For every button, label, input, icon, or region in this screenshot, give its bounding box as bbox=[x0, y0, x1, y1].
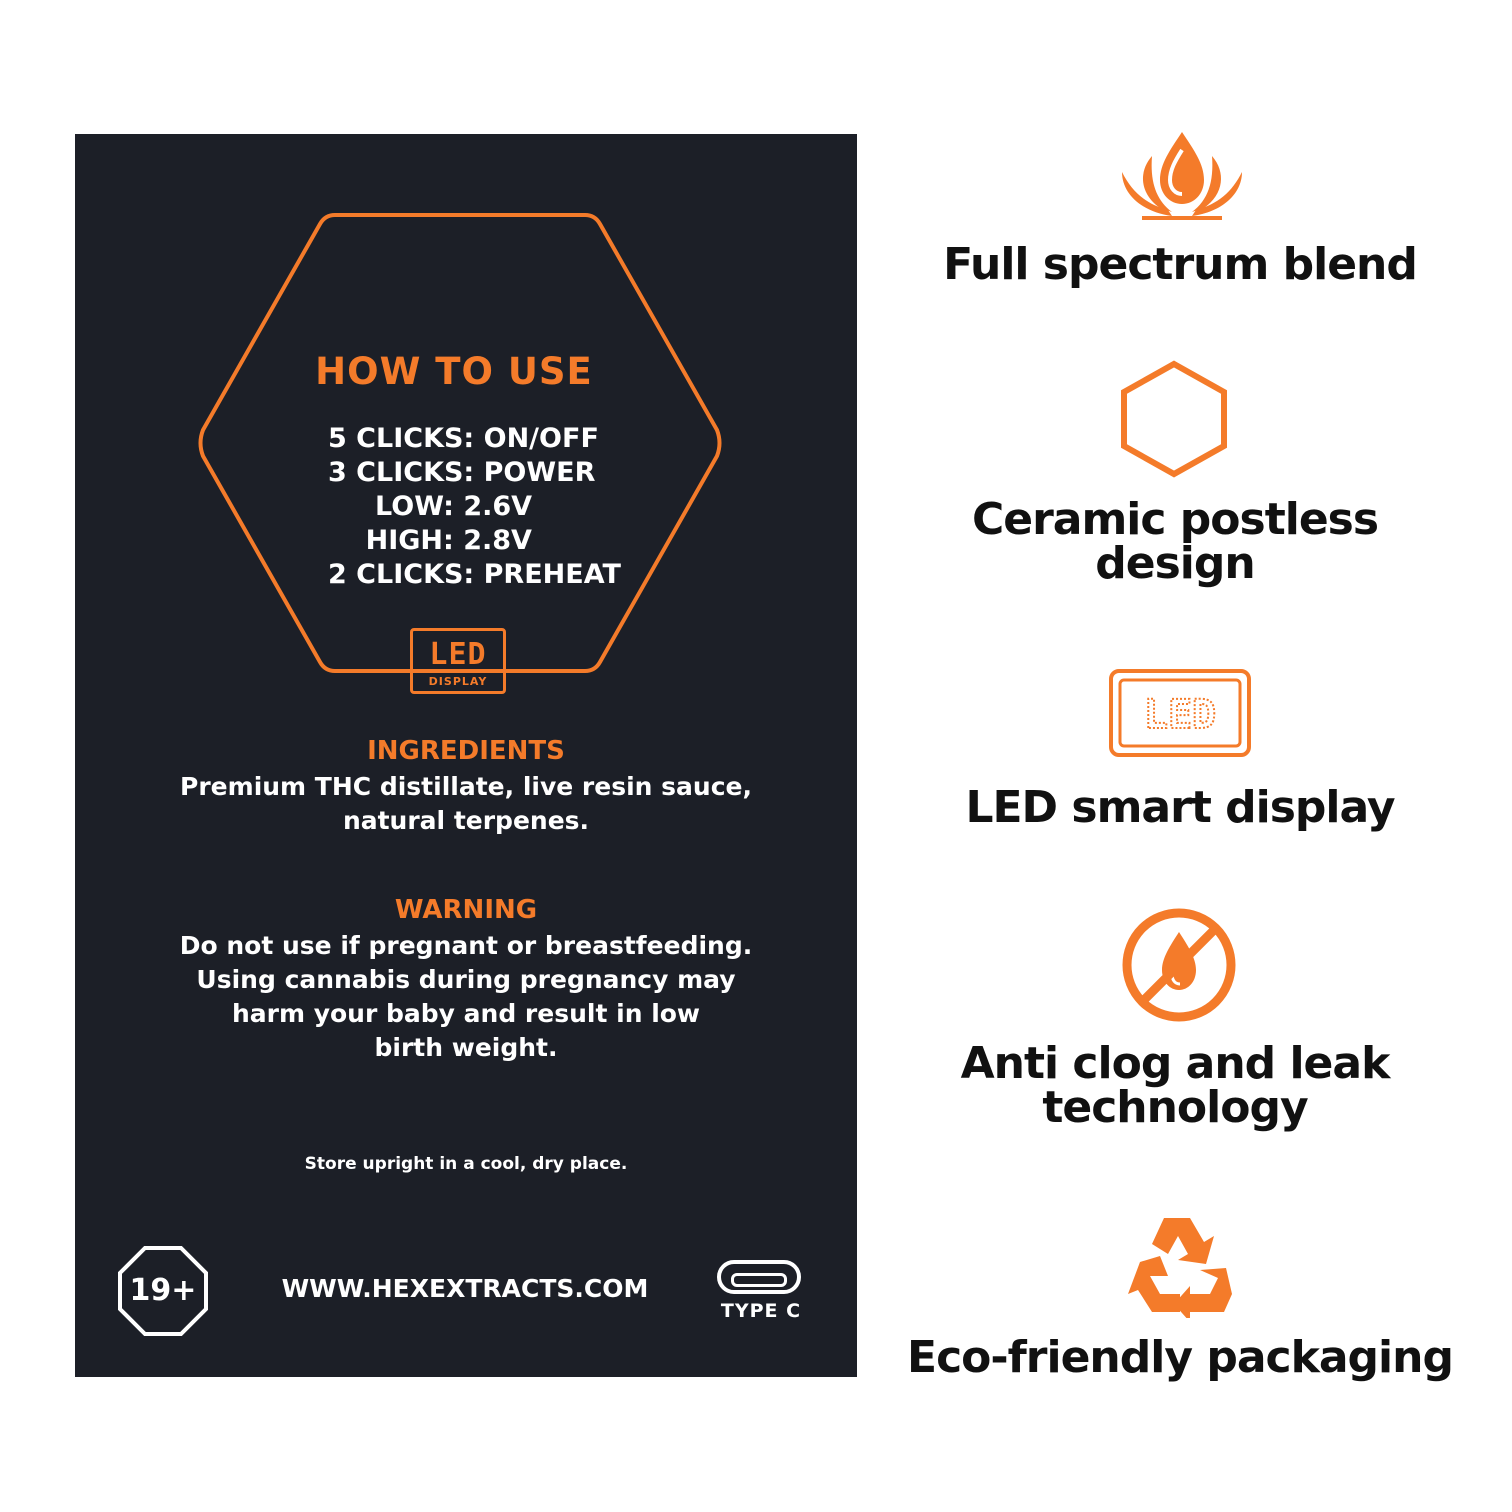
warning-line: birth weight. bbox=[374, 1033, 558, 1062]
feature-label: Full spectrum blend bbox=[943, 239, 1417, 290]
step-line: 3 CLICKS: POWER bbox=[328, 457, 596, 488]
led-display-icon bbox=[1108, 668, 1252, 758]
website-url: WWW.HEXEXTRACTS.COM bbox=[281, 1274, 649, 1303]
recycle-icon bbox=[1124, 1212, 1236, 1318]
usb-c-icon bbox=[717, 1260, 801, 1294]
feature-label: LED smart display bbox=[965, 782, 1395, 833]
warning-text bbox=[75, 929, 857, 1065]
led-icon-text: LED bbox=[1143, 692, 1217, 738]
warning-line: Using cannabis during pregnancy may bbox=[196, 965, 736, 994]
ingredients-title: INGREDIENTS bbox=[367, 736, 565, 766]
ingredients-line: natural terpenes. bbox=[342, 806, 590, 835]
age-restriction-badge bbox=[117, 1245, 209, 1337]
step-line: HIGH: 2.8V bbox=[328, 525, 532, 556]
led-badge-sub: DISPLAY bbox=[428, 675, 488, 688]
storage-note: Store upright in a cool, dry place. bbox=[304, 1154, 628, 1174]
feature-label: Ceramic postless design bbox=[971, 494, 1379, 589]
product-info-card bbox=[75, 134, 857, 1377]
how-to-use-title: HOW TO USE bbox=[315, 350, 593, 393]
step-line: 2 CLICKS: PREHEAT bbox=[328, 559, 621, 590]
type-c-label: TYPE C bbox=[720, 1300, 802, 1322]
type-c-badge bbox=[711, 1258, 811, 1328]
warning-line: Do not use if pregnant or breastfeeding. bbox=[179, 931, 753, 960]
ingredients-line: Premium THC distillate, live resin sauce, bbox=[180, 772, 752, 801]
how-to-use-steps bbox=[328, 422, 621, 592]
step-line: LOW: 2.6V bbox=[328, 491, 533, 522]
ingredients-text bbox=[75, 770, 857, 838]
feature-label: Anti clog and leak technology bbox=[960, 1038, 1390, 1133]
age-text: 19+ bbox=[129, 1273, 197, 1308]
lotus-drop-icon bbox=[1112, 128, 1252, 222]
hexagon-icon bbox=[1118, 360, 1230, 478]
step-line: 5 CLICKS: ON/OFF bbox=[328, 423, 599, 454]
warning-line: harm your baby and result in low bbox=[231, 999, 701, 1028]
led-display-badge bbox=[410, 628, 506, 694]
how-to-use-panel bbox=[195, 212, 725, 688]
led-badge-main: LED bbox=[429, 637, 487, 672]
no-leak-icon bbox=[1120, 906, 1238, 1024]
warning-title: WARNING bbox=[394, 895, 538, 925]
feature-label: Eco-friendly packaging bbox=[907, 1332, 1453, 1383]
